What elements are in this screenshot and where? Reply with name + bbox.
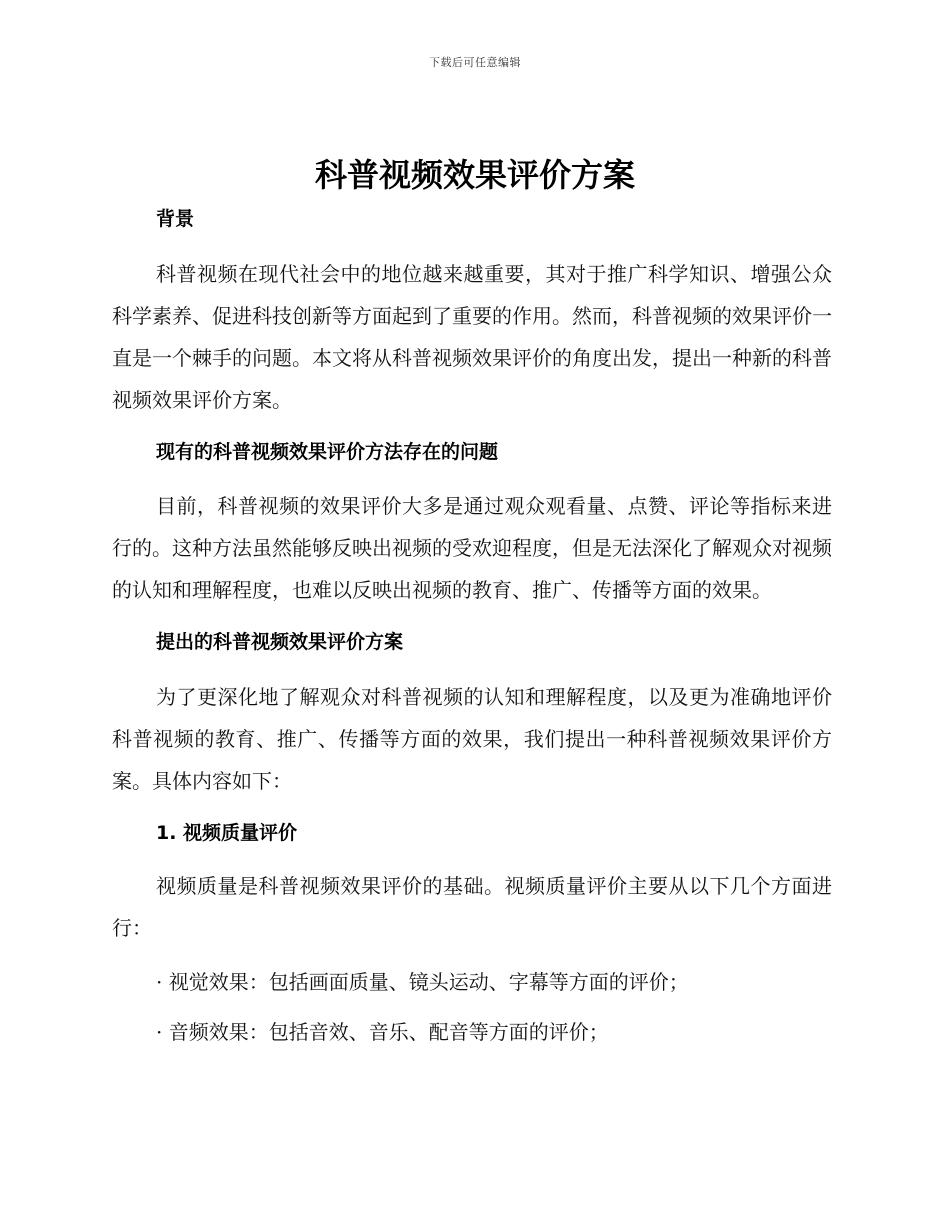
bullet-visual: · 视觉效果：包括画面质量、镜头运动、字幕等方面的评价； [156, 970, 689, 994]
section-heading-quality: 1. 视频质量评价 [156, 822, 298, 844]
paragraph-quality: 视频质量是科普视频效果评价的基础。视频质量评价主要从以下几个方面进行： [112, 874, 832, 940]
section-heading-problems: 现有的科普视频效果评价方法存在的问题 [156, 441, 499, 463]
bullet-audio: · 音频效果：包括音效、音乐、配音等方面的评价； [156, 1020, 609, 1044]
paragraph-background: 科普视频在现代社会中的地位越来越重要，其对于推广科学知识、增强公众科学素养、促进科技创新等方面起到了重要的作用。然而，科普视频的效果评价一直是一个棘手的问题。本文将从科普视频效果评价的角度出发，提出一种新的科普视频效果评价方案。 [112, 262, 832, 412]
paragraph-proposal: 为了更深化地了解观众对科普视频的认知和理解程度，以及更为准确地评价科普视频的教育、推广、传播等方面的效果，我们提出一种科普视频效果评价方案。具体内容如下： [112, 685, 832, 793]
document-title: 科普视频效果评价方案 [314, 156, 635, 194]
section-heading-background: 背景 [156, 208, 195, 230]
paragraph-problems: 目前，科普视频的效果评价大多是通过观众观看量、点赞、评论等指标来进行的。这种方法虽然能够反映出视频的受欢迎程度，但是无法深化了解观众对视频的认知和理解程度，也难以反映出视频的教育、推广、传播等方面的效果。 [112, 494, 832, 602]
document-body [112, 200, 832, 1053]
section-heading-proposal: 提出的科普视频效果评价方案 [156, 631, 404, 653]
page-header: 下载后可任意编辑 [429, 56, 521, 69]
